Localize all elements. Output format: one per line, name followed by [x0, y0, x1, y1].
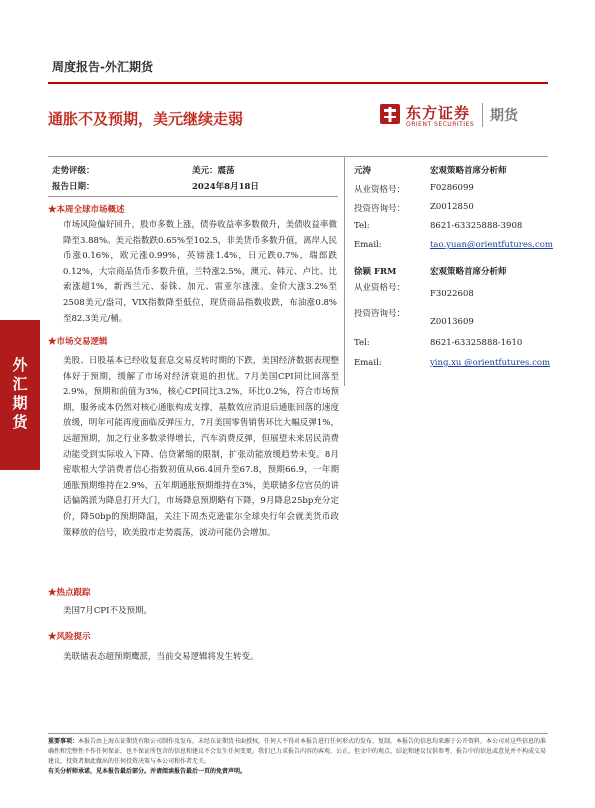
section-heading: ★热点跟踪	[48, 588, 91, 598]
divider	[48, 733, 548, 734]
email-link[interactable]: ying.xu @orientfutures.com	[430, 358, 551, 368]
rating-value: 美元：震荡	[192, 166, 235, 176]
disclaimer-footer: 有关分析师承诺，见本报告最后部分。并请阅读报告最后一页的免责声明。	[48, 768, 247, 775]
divider	[48, 196, 338, 197]
date-value: 2024年8月18日	[192, 182, 259, 192]
analyst-title: 宏观策略首席分析师	[430, 166, 507, 176]
analyst-title: 宏观策略首席分析师	[430, 267, 507, 277]
orient-logo-icon	[378, 101, 402, 127]
category-side-tab: 外汇期货	[0, 320, 40, 470]
cert-number: F0286099	[430, 183, 474, 193]
email-label: Email:	[354, 358, 382, 368]
tel-number: 8621-63325888-3908	[430, 221, 523, 231]
section-heading: ★市场交易逻辑	[48, 337, 108, 347]
section-body: 市场风险偏好回升，股市多数上涨，债券收益率多数微升，美债收益率微降至3.88%。美元指数跌0.65%至102.5，非美货币多数升值，离岸人民币涨0.16%，欧元涨0.99%，英镑涨1.4%，日元跌0.7%，瑞郎跌0.12%，大宗商品货币多数升值，兰特涨2.5%，澳元、韩元、卢比、比索涨超1%，新西兰元、泰铢、加元、雷亚尔涨涨。金价大涨3.2%至2508美元/盎司，VIX指数降至低位，现货商品指数收跌，布油涨0.8%至82.3美元/桶。	[63, 220, 337, 324]
analyst-name: 元涛	[354, 166, 372, 176]
section-heading: ★本周全球市场概述	[48, 205, 125, 215]
tel-label: Tel:	[354, 338, 370, 348]
column-divider	[344, 156, 345, 386]
tel-number: 8621-63325888-1610	[430, 338, 523, 348]
date-label: 报告日期：	[52, 182, 95, 192]
cert-number: F3022608	[430, 289, 474, 299]
logo-separator	[482, 103, 483, 127]
inv-number: Z0012850	[430, 202, 474, 212]
email-link[interactable]: tao.yuan@orientfutures.com	[430, 240, 553, 250]
cert-label: 从业资格号：	[354, 283, 406, 293]
rating-label: 走势评级：	[52, 166, 95, 176]
report-type: 周度报告-外汇期货	[52, 60, 153, 74]
section-body: 美联储表态超预期鹰派，当前交易逻辑将发生转变。	[63, 652, 259, 662]
report-title: 通胀不及预期，美元继续走弱	[48, 110, 244, 128]
inv-label: 投资咨询号：	[354, 204, 406, 214]
disclaimer-text: 本报告由上海东证期货有限公司制作及发布，未经东证期货书面授权，任何人不得对本报告进行任何形式的发布、复制。本报告的信息均来源于公开资料，本公司对这些信息的准确性和完整性不作任何保证，也不保证所包含的信息和建议不会发生任何变更。我们已力求报告内容的客观、公正，但文中的观点、结论和建议仅供参考，报告中的信息或意见并不构成交易建议，投资者据此做出的任何投资决策与本公司和作者无关。	[48, 738, 547, 765]
company-logo	[378, 101, 540, 131]
section-heading: ★风险提示	[48, 632, 91, 642]
section-body: 美股、日股基本已经收复套息交易反转时期的下跌，美国经济数据表现整体好于预期，缓解了市场对经济衰退的担忧。7月美国CPI同比回落至2.9%，预期和前值为3%，核心CPI同比3.2%，环比0.2%，符合市场预期，服务成本仍然对核心通胀构成支撑，基数效应消退后通胀回落的速度放缓，明年可能再度面临反弹压力，7月美国零售销售环比大幅反弹1%，远超预期，加之行业多数录得增长，汽车消费反弹，但展望未来居民消费动能受到实际收入下降、信贷紧缩的限制，扩张动能放缓趋势未变。8月密歇根大学消费者信心指数初值从66.4回升至67.8，预期66.9，一年期通胀预期维持在2.9%，五年期通胀预期维持在3%，美联储多位官员的讲话偏鸽派为降息打开大门，市场降息预期略有下降，9月降息25bp充分定价，降50bp的预期降温，关注下周杰克逊霍尔全球央行年会就美货币政策释放的信号，欧美股市走势震荡，波动可能仍会增加。	[63, 356, 339, 538]
tel-label: Tel:	[354, 221, 370, 231]
logo-name-cn: 东方证券	[406, 104, 471, 122]
section-body: 美国7月CPI不及预期。	[63, 606, 152, 616]
disclaimer	[48, 737, 548, 777]
inv-number: Z0013609	[430, 317, 474, 327]
cert-label: 从业资格号：	[354, 185, 406, 195]
inv-label: 投资咨询号：	[354, 309, 406, 319]
email-label: Email:	[354, 240, 382, 250]
logo-division: 期货	[490, 108, 518, 124]
header-rule	[48, 82, 548, 84]
logo-name-en: ORIENT SECURITIES	[406, 121, 475, 128]
divider	[48, 156, 548, 157]
disclaimer-label: 重要事项：	[48, 738, 79, 745]
analyst-name: 徐颖 FRM	[354, 267, 397, 277]
